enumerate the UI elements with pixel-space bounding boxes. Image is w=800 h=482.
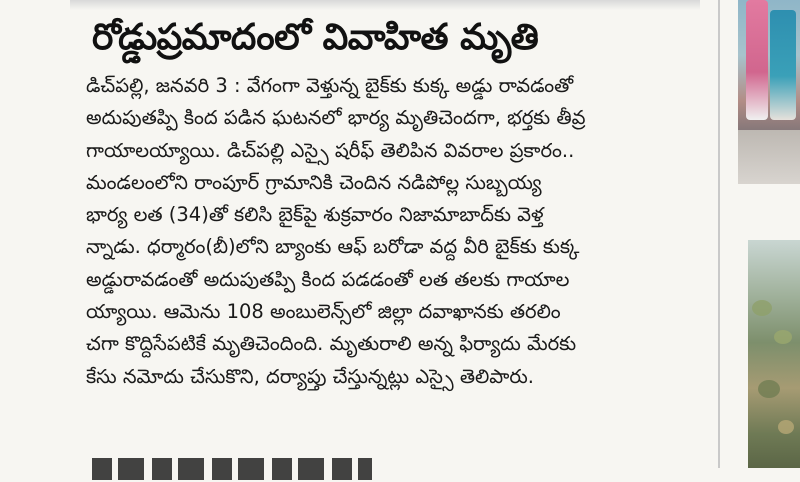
news-article: [86, 16, 706, 393]
article-line: య్యాయి. ఆమెను 108 అంబులెన్స్‌లో జిల్లా దవాఖానకు తరలిం: [86, 300, 561, 324]
news-photo-top: [738, 0, 800, 184]
photo-foliage: [752, 300, 772, 316]
article-line: కేసు నమోదు చేసుకొని, దర్యాప్తు చేస్తున్నట్లు ఎస్సై తెలిపారు.: [86, 364, 534, 388]
photo-person-pink: [746, 0, 768, 120]
photo-foliage: [774, 330, 792, 344]
article-line: భార్య లత (34)తో కలిసి బైక్‌పై శుక్రవారం నిజామాబాద్‌కు వెళ్త: [86, 203, 544, 227]
article-line: మండలంలోని రాంపూర్ గ్రామానికి చెందిన నడిపోల్ల సుబ్బయ్య: [86, 170, 542, 194]
column-divider: [718, 0, 720, 468]
cropped-headline-text: [92, 458, 372, 480]
cropped-next-headline: [92, 452, 392, 482]
photo-foliage: [778, 420, 794, 434]
photo-person-blue: [770, 10, 796, 120]
article-line: అడ్డురావడంతో అదుపుతప్పి కింద పడడంతో లత తలకు గాయాల: [86, 267, 570, 291]
article-body: [86, 70, 706, 393]
article-line: న్నాడు. ధర్మారం(బీ)లోని బ్యాంకు ఆఫ్ బరోడా వద్ద వీరి బైక్‌కు కుక్క: [86, 235, 580, 259]
article-line: అదుపుతప్పి కింద పడిన ఘటనలో భార్య మృతిచెందగా, భర్తకు తీవ్ర: [86, 106, 586, 130]
photo-floor: [738, 130, 800, 184]
article-line: డిచ్‌పల్లి, జనవరి 3 : వేగంగా వెళ్తున్న బైక్‌కు కుక్క అడ్డు రావడంతో: [86, 74, 574, 97]
article-line: గాయాలయ్యాయి. డిచ్‌పల్లి ఎస్సై షరీఫ్ తెలిపిన వివరాల ప్రకారం..: [86, 138, 575, 162]
news-photo-bottom: [748, 240, 800, 468]
top-edge-strip: [70, 0, 700, 10]
article-headline: రోడ్డుప్రమాదంలో వివాహిత మృతి: [92, 17, 539, 58]
article-line: చగా కొద్దిసేపటికే మృతిచెందింది. మృతురాలి అన్న ఫిర్యాదు మేరకు: [86, 332, 577, 356]
photo-foliage: [758, 380, 780, 398]
